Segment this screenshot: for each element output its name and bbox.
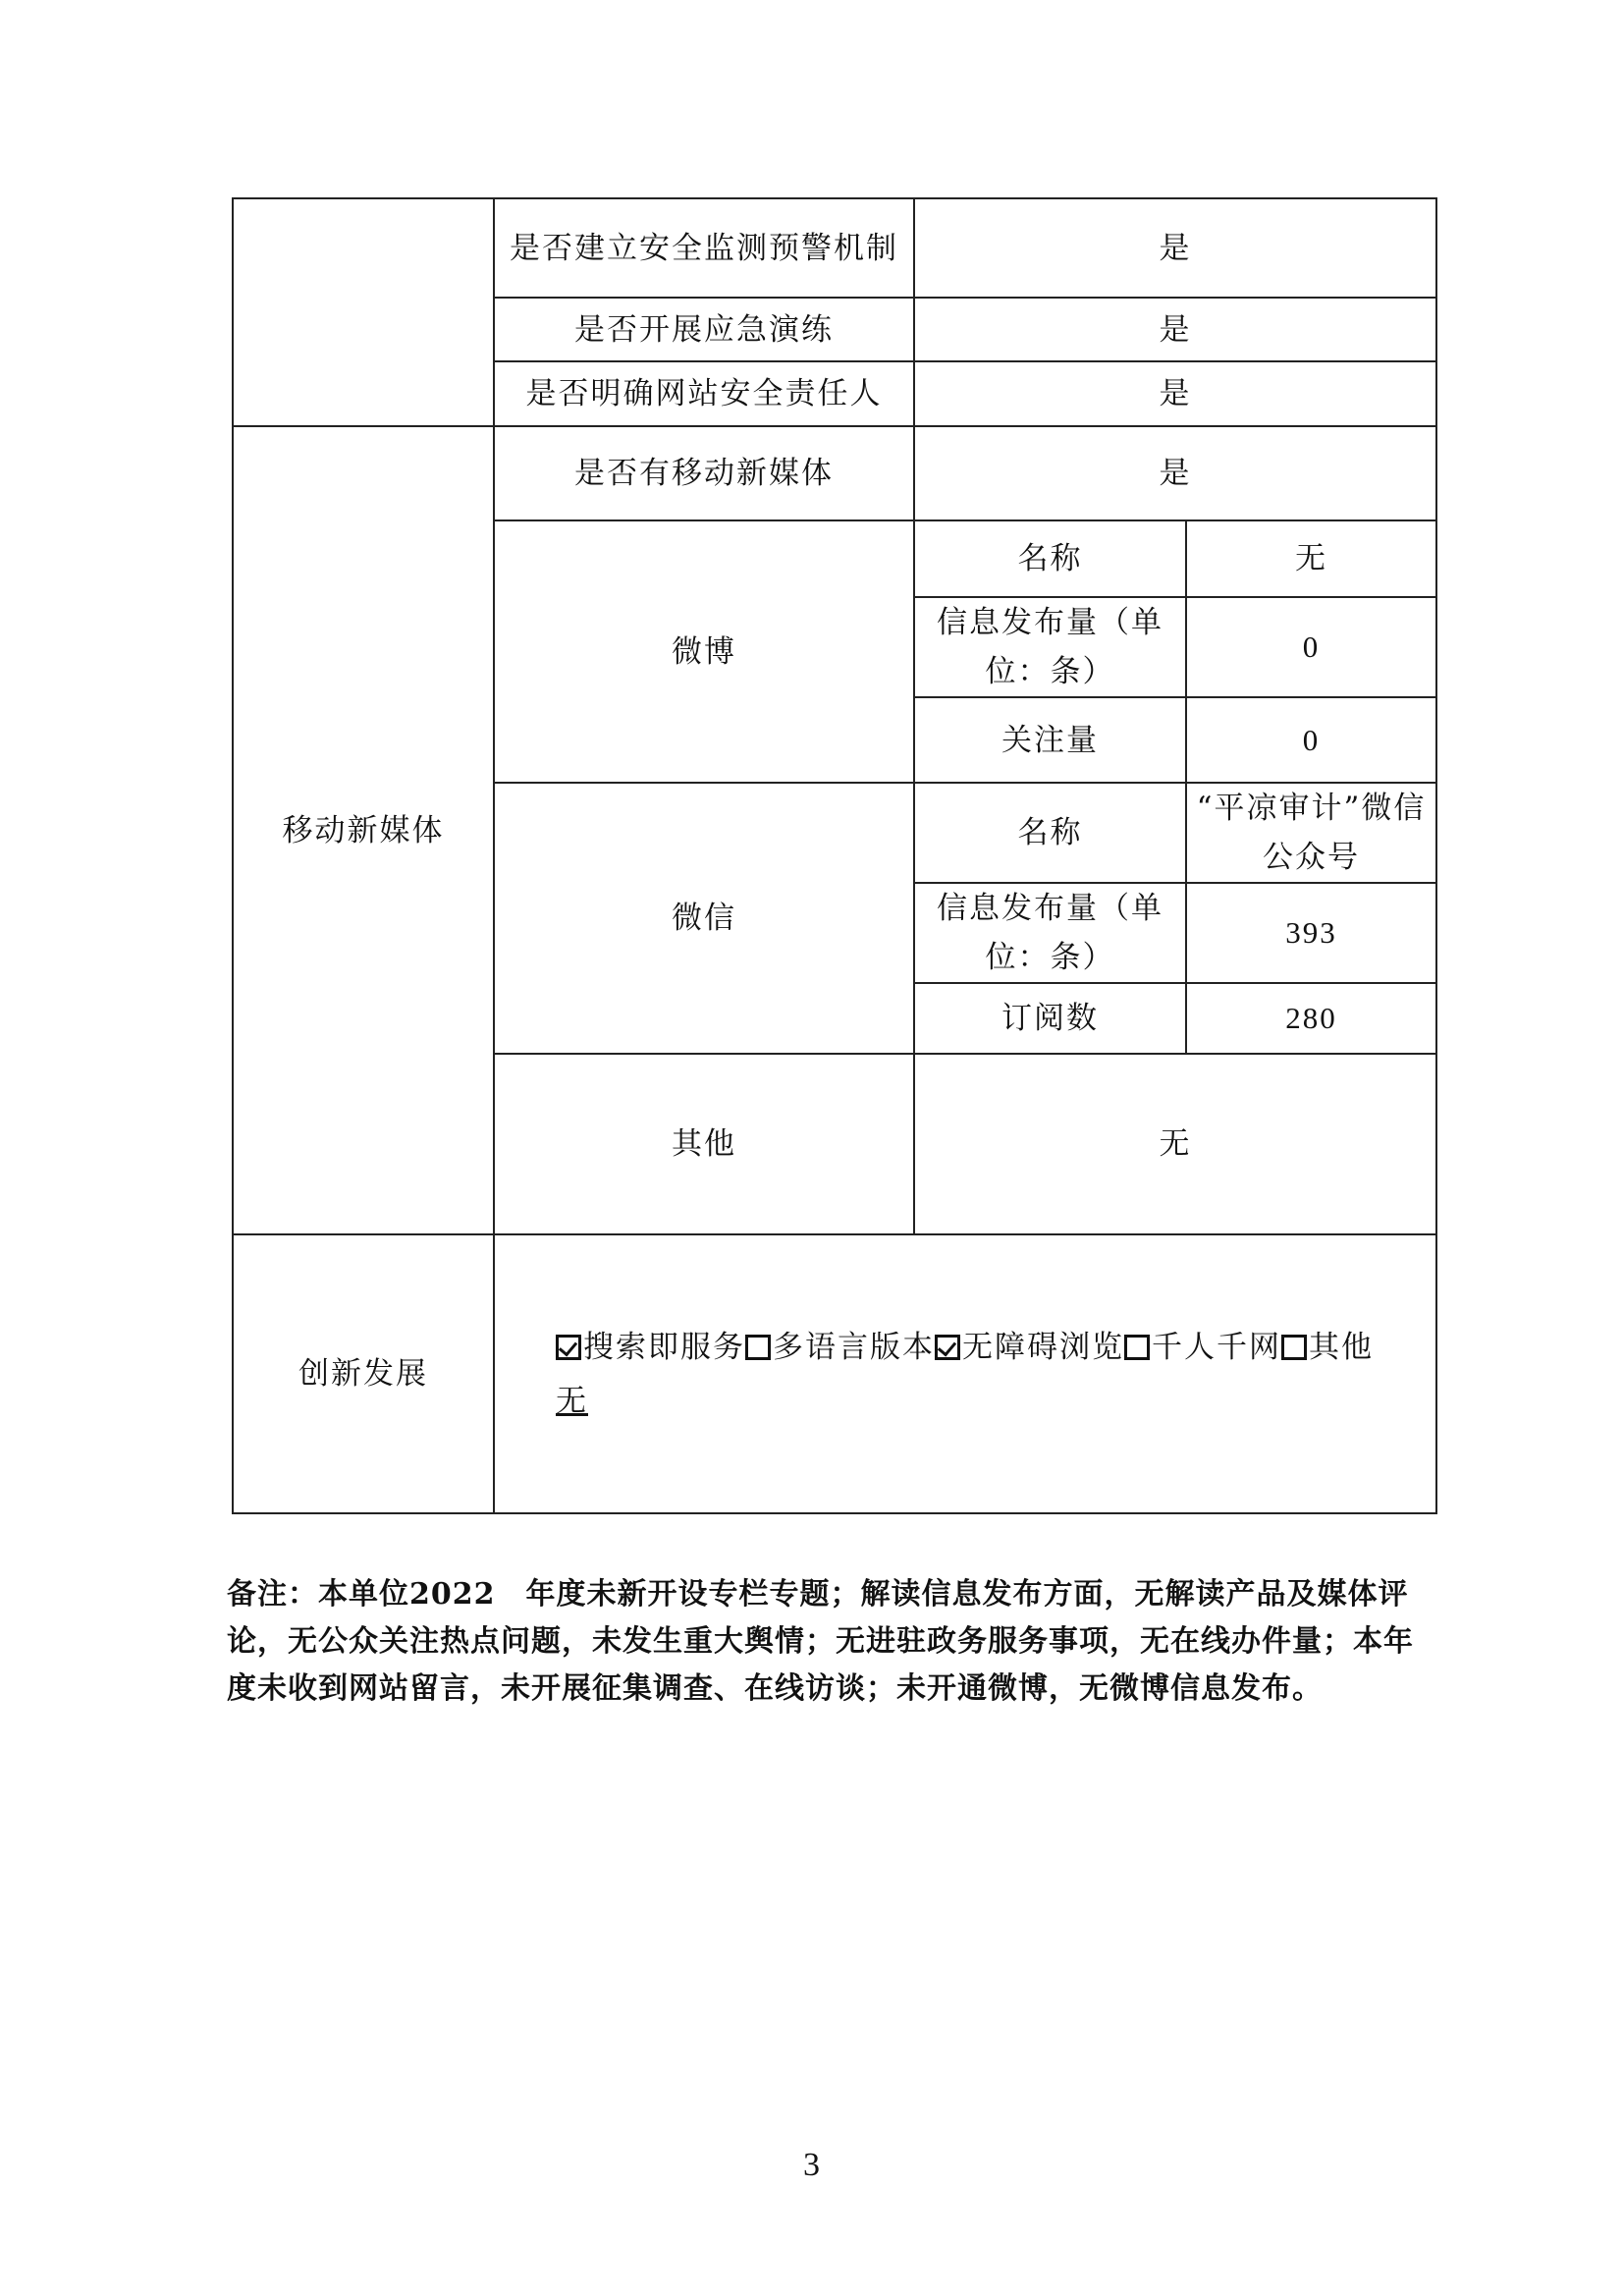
option-personalized[interactable] [1124,1323,1281,1372]
option-label: 千人千网 [1152,1329,1281,1365]
wechat-subscribers-value: 280 [1186,983,1436,1054]
mobile-section-label: 移动新媒体 [233,426,494,1234]
page-number: 3 [803,2147,820,2183]
wechat-subscribers-label: 订阅数 [914,983,1186,1054]
wechat-name-label: 名称 [914,783,1186,883]
checkbox-checked-icon[interactable] [935,1335,960,1360]
has-mobile-label: 是否有移动新媒体 [494,426,914,520]
remarks-note: 备注：本单位2022 年度未新开设专栏专题；解读信息发布方面，无解读产品及媒体评论，无公众关注热点问题，未发生重大舆情；无进驻政务服务事项，无在线办件量；本年度未收到网站留言，未开展征集调查、在线访谈；未开通微博，无微博信息发布。 [227,1577,1414,1706]
security-owner-label: 是否明确网站安全责任人 [494,361,914,426]
weibo-posts-label: 信息发布量（单位：条） [914,597,1186,697]
checkbox-empty-icon[interactable] [1124,1335,1150,1360]
option-multilingual[interactable] [745,1323,935,1372]
weibo-name-label: 名称 [914,520,1186,597]
wechat-posts-label: 信息发布量（单位：条） [914,883,1186,983]
security-monitoring-value: 是 [914,198,1436,298]
emergency-drill-label: 是否开展应急演练 [494,298,914,361]
security-section-cell [233,198,494,426]
checkbox-empty-icon[interactable] [1281,1335,1307,1360]
weibo-label: 微博 [494,520,914,783]
has-mobile-value: 是 [914,426,1436,520]
security-owner-value: 是 [914,361,1436,426]
innovation-options [556,1323,1430,1375]
weibo-followers-value: 0 [1186,697,1436,783]
checkbox-empty-icon[interactable] [745,1335,771,1360]
emergency-drill-value: 是 [914,298,1436,361]
wechat-label: 微信 [494,783,914,1054]
checkbox-checked-icon[interactable] [556,1335,581,1360]
option-label: 无障碍浏览 [962,1329,1124,1365]
wechat-name-value: “平凉审计”微信公众号 [1186,783,1436,883]
other-media-value: 无 [914,1054,1436,1234]
option-search-service[interactable] [556,1323,745,1372]
weibo-followers-label: 关注量 [914,697,1186,783]
option-label: 其他 [1309,1329,1374,1365]
wechat-posts-value: 393 [1186,883,1436,983]
innovation-label: 创新发展 [233,1234,494,1513]
option-label: 多语言版本 [773,1329,935,1365]
innovation-other-value: 无 [556,1383,588,1419]
weibo-posts-value: 0 [1186,597,1436,697]
option-label: 搜索即服务 [583,1329,745,1365]
stats-table [232,197,1437,1514]
innovation-options-cell [494,1234,1436,1513]
weibo-name-value: 无 [1186,520,1436,597]
option-accessibility[interactable] [935,1323,1124,1372]
other-media-label: 其他 [494,1054,914,1234]
option-other[interactable] [1281,1323,1374,1372]
security-monitoring-label: 是否建立安全监测预警机制 [494,198,914,298]
